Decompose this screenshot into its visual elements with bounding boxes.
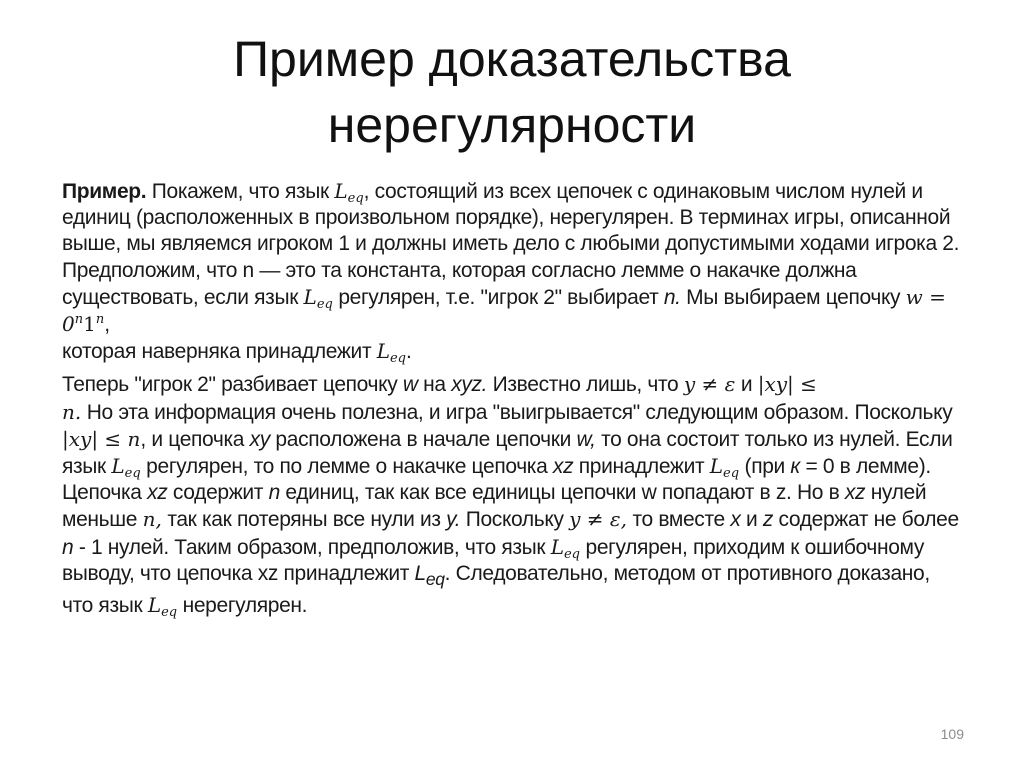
text: которая наверняка принадлежит [62, 340, 377, 364]
text: . Следовательно, методом от противного доказано, что язык [62, 561, 930, 618]
page-number: 109 [940, 726, 964, 742]
var-k: к [790, 455, 800, 479]
var-w: w [402, 373, 418, 397]
slide-title: Пример доказательства нерегулярности [233, 31, 791, 153]
lang-symbol: $L_{eq}$ [376, 339, 406, 367]
formula-y-ne-eps: y ≠ ε [683, 372, 736, 397]
formula-xy-le: |xy| ≤ [757, 372, 817, 397]
var-z: z [762, 508, 773, 532]
example-lead: Пример. [62, 180, 147, 203]
var-x: x [730, 508, 741, 532]
text: на [417, 373, 452, 397]
text: - 1 нулей. Таким образом, предположив, что язык [73, 535, 551, 559]
var-xz: xz [552, 455, 574, 479]
lang-symbol: $L_{eq}$ [147, 593, 178, 621]
text: = 0 в лемме). Цепочка [62, 455, 931, 505]
var-y: y. [446, 508, 461, 532]
text: Но эта информация очень полезна, и игра "выигрывается" следующим образом. Поскольку [81, 400, 953, 424]
text: и [735, 373, 758, 397]
text: . [406, 340, 412, 364]
var-xz: xz [844, 481, 866, 505]
var-xy: xy [249, 427, 270, 451]
slide-body [62, 178, 962, 619]
text: Покажем, что язык [146, 180, 335, 203]
text: расположена в начале цепочки [269, 427, 577, 451]
text: и [740, 508, 763, 532]
text: единиц, так как все единицы цепочки w попадают в z. Но в [279, 481, 845, 505]
lang-symbol: $L_{eq}$ [111, 454, 141, 482]
lang-symbol: $L_{eq}$ [414, 561, 445, 590]
text: , [104, 313, 110, 337]
text: (при [739, 455, 791, 479]
text: Известно лишь, что [487, 373, 684, 397]
lang-symbol: $L_{eq}$ [334, 179, 364, 206]
text: , состоящий из всех цепочек с одинаковым числом нулей и единиц (расположенных в произвольном порядке), нерегулярен. В терминах игры, описанной выше, мы являемся игроком 1 и должны иметь дело с любыми допустимыми ходами игрока 2. Предположим, что n — это та константа, которая согласно лемме о накачке должна существовать, если язык [62, 180, 960, 309]
formula-n: n, [142, 507, 162, 532]
text: регулярен, то по лемме о накачке цепочка [140, 455, 553, 479]
formula-xy-le-n: |xy| ≤ n [62, 426, 141, 451]
var-n: n. [663, 285, 681, 309]
text: нулей меньше [62, 481, 927, 532]
formula-y-ne-eps: y ≠ ε, [569, 507, 627, 532]
paragraph-proof [62, 371, 962, 619]
text: нерегулярен. [177, 594, 308, 618]
text: Теперь "игрок 2" разбивает цепочку [62, 373, 403, 397]
var-n: n [62, 535, 74, 559]
text: так как потеряны все нули из [161, 508, 447, 532]
text: то вместе [626, 508, 731, 532]
lang-symbol: $L_{eq}$ [303, 284, 333, 312]
var-n: n [268, 481, 280, 505]
text: принадлежит [573, 455, 710, 479]
text: содержат не более [772, 508, 959, 532]
text: то она состоит только из нулей. Если язык [62, 427, 953, 479]
text: регулярен, т.е. "игрок 2" выбирает [332, 285, 664, 309]
text: Поскольку [460, 508, 570, 532]
paragraph-example [62, 178, 962, 365]
text: Мы выбираем цепочку [680, 285, 906, 309]
var-w: w, [576, 427, 596, 451]
lang-symbol: $L_{eq}$ [550, 534, 580, 562]
text: регулярен, приходим к ошибочному выводу, что цепочка xz принадлежит [62, 535, 925, 585]
formula-n: n. [62, 399, 82, 424]
text: содержит [167, 481, 269, 505]
text: , и цепочка [140, 427, 250, 451]
var-xz: xz [147, 481, 168, 505]
lang-symbol: $L_{eq}$ [709, 454, 740, 482]
formula-w: $w = 0^n1^n$ [62, 284, 946, 337]
var-xyz: xyz. [451, 373, 488, 397]
